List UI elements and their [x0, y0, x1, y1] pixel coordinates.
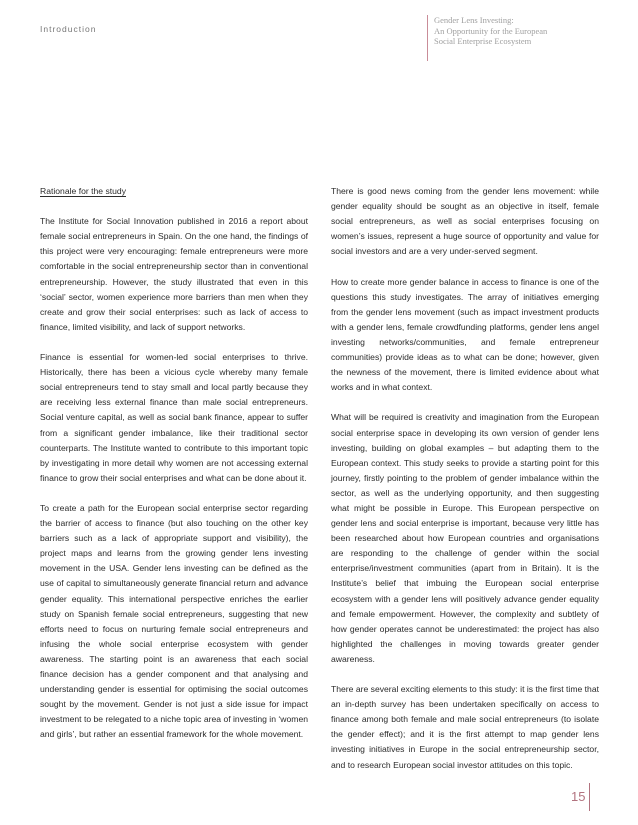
page-number-divider [589, 783, 590, 811]
right-column [331, 184, 599, 788]
document-title-line: Social Enterprise Ecosystem [434, 36, 532, 46]
document-title-line: Gender Lens Investing: [434, 15, 514, 25]
document-title [434, 15, 624, 47]
paragraph: There are several exciting elements to this study: it is the first time that an in-depth survey has been undertaken specifically on access to finance among both female and male social entrepreneurs (to isolate the gender effect); and it is the first attempt to map gender lens investing initiatives in Europe in the social entrepreneurship sector, and to research European social investor attitudes on this topic. [331, 684, 599, 770]
paragraph: How to create more gender balance in access to finance is one of the questions this study investigates. The array of initiatives emerging from the gender lens movement (such as impact investment products with a gender lens, female crowdfunding platforms, gender lens angel investing networks/communities, and female entrepreneur communities) provide ideas as to what can be done; however, given the newness of the movement, there is limited evidence about what works and in what context. [331, 276, 599, 393]
section-heading: Rationale for the study [40, 186, 126, 196]
page-number: 15 [571, 789, 586, 804]
document-title-line: An Opportunity for the European [434, 25, 548, 36]
paragraph: Finance is essential for women-led social enterprises to thrive. Historically, there has been a vicious cycle whereby many female social entrepreneurs tend to stay small and local partly because they are receiving less external finance than male social entrepreneurs. Social venture capital, as well as social bank finance, appear to suffer from a significant gender imbalance, like their traditional sector counterparts. The Institute wanted to contribute to this important topic by investigating in more detail why women are not accessing external finance to grow their social enterprises and what can be done about it. [40, 352, 308, 483]
paragraph: To create a path for the European social enterprise sector regarding the barrier of access to finance (but also touching on the other key barriers such as a lack of appropriate support and visibility), the project maps and learns from the growing gender lens investing movement in the USA. Gender lens investing can be defined as the use of capital to simultaneously generate financial return and advance gender equality. This international perspective enriches the earlier study on Spanish female social entrepreneurs, suggesting that new efforts need to focus on nurturing female social entrepreneurs and infusing the whole social enterprise ecosystem with gender awareness. The starting point is an awareness that each social finance decision has a gender component and that analysing and understanding gender is essential for optimising the social outcomes sought by the movement. Gender is not just a side issue for impact investment to be relegated to a niche topic area of investing in ‘women and girls’, but rather an essential framework for the whole movement. [40, 502, 308, 740]
section-label: Introduction [40, 24, 97, 34]
paragraph: There is good news coming from the gender lens movement: while gender equality should be sought as an objective in itself, female social entrepreneurs, as well as social enterprises focusing on women’s issues, represent a huge source of opportunity and value for social investors and are a very under-served segment. [331, 186, 599, 257]
header-divider [427, 15, 428, 61]
paragraph: The Institute for Social Innovation published in 2016 a report about female social entrepreneurs in Spain. On the one hand, the findings of this project were very encouraging: female entrepreneurs were more comfortable in the social entrepreneurship sector than in conventional entrepreneurship. However, the study illustrated that even in this ‘social’ sector, women experience more barriers than men when they create and grow their social enterprises: such as lack of access to finance, limited visibility, and lack of support networks. [40, 216, 308, 332]
left-column [40, 184, 308, 758]
paragraph: What will be required is creativity and imagination from the European social enterprise space in developing its own version of gender lens investing, building on global examples – but adapting them to the European context. This study seeks to provide a starting point for this journey, firstly pointing to the problem of gender imbalance within the sector, as well as the underlying opportunity, and then suggesting what might be possible in Europe. This European perspective on gender lens and social enterprise is important, because very little has been researched about how European countries and organisations are responding to the challenge of gender within the social enterprise/investment communities (apart from in Britain). It is the Institute’s belief that imbuing the European social enterprise ecosystem with a gender lens will positively advance gender equality and female empowerment. However, the complexity and subtlety of how gender operates cannot be underestimated: the project has also highlighted the challenges in moving towards greater gender awareness. [331, 412, 599, 664]
